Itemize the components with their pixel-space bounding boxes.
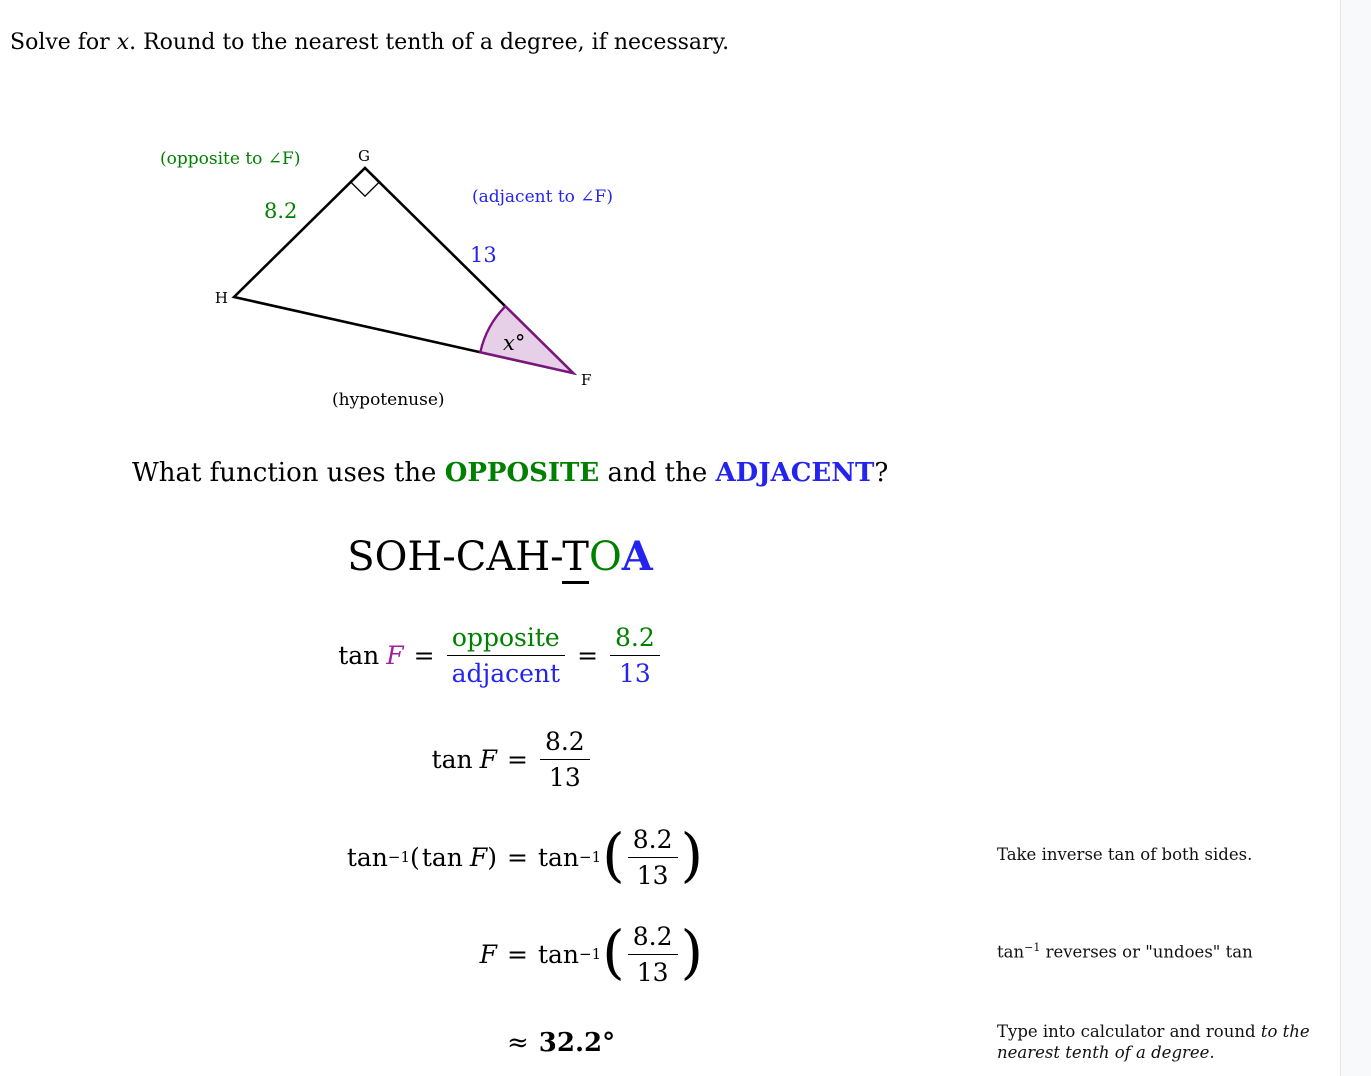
eq4-denominator: 13 — [636, 957, 669, 987]
eq2-numerator: 8.2 — [544, 726, 585, 756]
question-part1: What function uses the — [132, 458, 445, 488]
title-pre: Solve for — [10, 30, 117, 55]
eq1-numerator-value: 8.2 — [615, 622, 655, 652]
guiding-question — [132, 458, 888, 488]
angle-x-label — [503, 331, 525, 355]
vertex-label-g: G — [358, 147, 370, 165]
equation-inverse-both-sides: tan −1 ( tan F ) = tan −1 ( $\frac{8.2}{13}$ ) — [346, 821, 704, 890]
answer-value: 32.2 — [538, 1028, 603, 1058]
note-undoes-tan — [997, 941, 1337, 962]
question-part2: and the — [599, 458, 716, 488]
angle-variable: x — [503, 331, 515, 355]
eq3-inner-tan: tan — [421, 842, 463, 872]
hypotenuse-note: (hypotenuse) — [332, 390, 445, 410]
eq1-equals-2: = — [577, 640, 599, 670]
eq3-open-paren: ( — [410, 842, 420, 872]
eq1-angle-f: F — [386, 640, 404, 670]
question-opposite: OPPOSITE — [444, 458, 600, 488]
equation-f-isolated: F = tan −1 ( $\frac{8.2}{13}$ ) — [479, 918, 704, 987]
adjacent-side-note: (adjacent to ∠F) — [472, 187, 613, 207]
vertex-label-h: H — [214, 289, 228, 307]
right-angle-marker — [351, 168, 379, 196]
eq1-denominator-value: 13 — [619, 658, 651, 688]
eq4-angle-f: F — [479, 939, 497, 969]
equation-answer — [130, 1022, 870, 1064]
note-calculator-italic: to the nearest tenth of a degree. — [997, 1022, 1310, 1062]
eq2-equals: = — [507, 744, 528, 774]
note-inverse-both-sides: Take inverse tan of both sides. — [997, 845, 1253, 864]
title-variable: x — [116, 30, 130, 55]
eq3-tan-inverse: tan — [346, 842, 388, 872]
eq2-denominator: 13 — [548, 762, 581, 792]
eq3-angle-f: F — [469, 842, 488, 872]
equation-ratio-definition — [130, 612, 870, 698]
title-post: . Round to the nearest tenth of a degree, if necessary. — [129, 30, 730, 55]
eq4-numerator: 8.2 — [632, 921, 673, 951]
eq1-word-fraction — [447, 623, 566, 688]
soh-cah-toa-mnemonic — [130, 533, 870, 580]
adjacent-side-value: 13 — [470, 243, 497, 267]
mnemonic-t: T — [562, 534, 589, 584]
eq4-equals: = — [507, 939, 528, 969]
eq3-close-paren: ) — [487, 842, 497, 872]
eq3-numerator: 8.2 — [632, 824, 673, 854]
eq4-tan-inverse: tan — [537, 939, 580, 969]
eq2-tan: tan — [431, 744, 473, 774]
mnemonic-prefix: SOH-CAH- — [347, 534, 563, 580]
answer-degree-symbol: ° — [602, 1028, 616, 1058]
mnemonic-o: O — [588, 534, 622, 580]
eq1-tan: tan — [338, 640, 380, 670]
eq1-denominator-adjacent: adjacent — [451, 658, 561, 688]
eq5-approx: ≈ — [507, 1028, 529, 1058]
note-calculator — [997, 1021, 1337, 1063]
problem-title — [10, 30, 729, 55]
eq4-fraction — [628, 922, 678, 987]
opposite-side-note: (opposite to ∠F) — [160, 149, 301, 169]
question-adjacent: ADJACENT — [715, 458, 875, 488]
eq1-equals: = — [413, 640, 435, 670]
eq3-denominator: 13 — [636, 860, 669, 890]
eq1-numerator-opposite: opposite — [451, 622, 560, 652]
note-calculator-text: Type into calculator and round — [997, 1022, 1261, 1041]
eq3-equals: = — [507, 842, 528, 872]
mnemonic-a: A — [621, 533, 653, 580]
question-part3: ? — [874, 458, 889, 488]
eq3-right-tan: tan — [537, 842, 580, 872]
eq1-number-fraction — [610, 623, 660, 688]
opposite-side-value: 8.2 — [264, 199, 298, 223]
eq3-fraction — [628, 825, 678, 890]
angle-degree-symbol: ° — [514, 331, 526, 355]
equation-tan-value — [130, 720, 870, 798]
triangle-diagram — [140, 130, 640, 430]
note-undoes-text: reverses or "undoes" tan — [1040, 942, 1253, 962]
note-inverse-exponent: −1 — [1024, 941, 1041, 954]
angle-wedge — [480, 306, 573, 373]
eq2-fraction — [540, 727, 590, 792]
vertex-label-f: F — [581, 371, 592, 389]
note-tan: tan — [997, 942, 1025, 962]
eq2-angle-f: F — [479, 744, 497, 774]
